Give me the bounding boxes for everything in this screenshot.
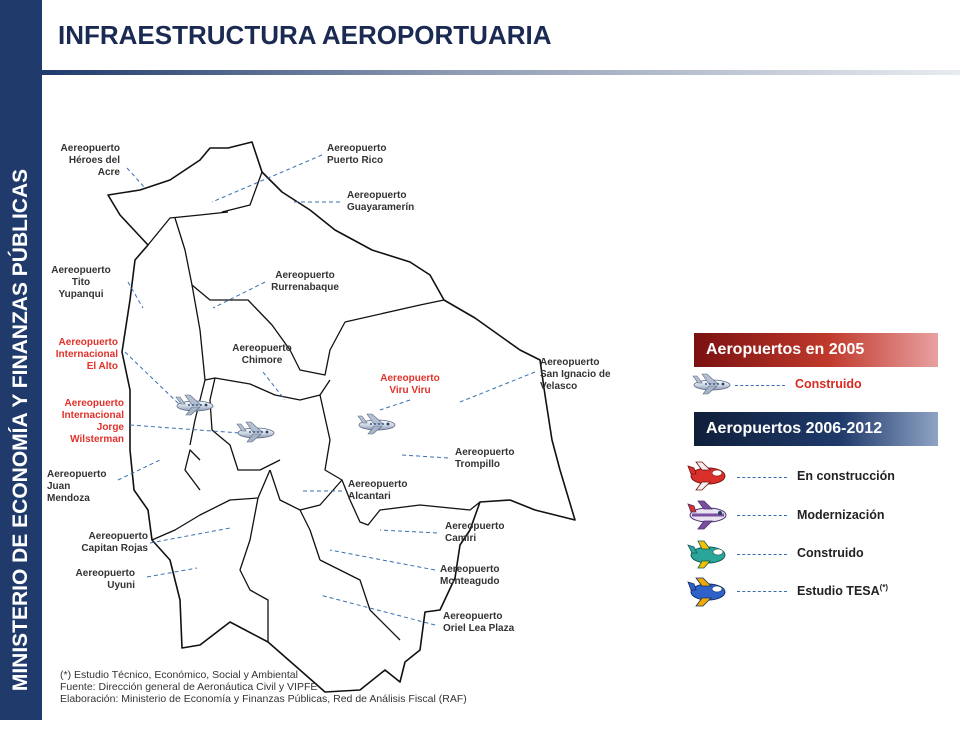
airplane-silver-icon	[690, 372, 734, 398]
airport-label-viru-viru: Aereopuerto Viru Viru	[380, 373, 440, 396]
legend-leader-line	[735, 385, 785, 386]
airport-label-alcantari: Aereopuerto Alcantari	[348, 479, 408, 502]
airport-label-puerto-rico: Aereopuerto Puerto Rico	[327, 143, 387, 166]
airport-label-monteagudo: Aereopuerto Monteagudo	[440, 564, 500, 587]
airport-label-camiri: Aereopuerto Camiri	[445, 521, 505, 544]
airplane-purple-icon	[686, 499, 730, 531]
airplane-silver-icon	[358, 414, 395, 434]
airport-label-tito-yupanqui: Aereopuerto Tito Yupanqui	[51, 265, 111, 300]
legend-label-construido-2006: Construido	[797, 546, 864, 560]
airport-label-trompillo: Aereopuerto Trompillo	[455, 447, 515, 470]
airplane-blue-icon	[686, 576, 730, 608]
airport-label-san-ignacio: Aereopuerto San Ignacio de Velasco	[540, 357, 611, 392]
footnote-line-2: Fuente: Dirección general de Aeronáutica Civil y VIPFE	[60, 681, 318, 693]
airport-label-chimore: Aereopuerto Chimore	[232, 343, 292, 366]
airport-label-juan-mendoza: Aereopuerto Juan Mendoza	[47, 469, 107, 504]
legend-footnote-marker: (*)	[879, 583, 889, 592]
legend-title-2006-2012: Aeropuertos 2006-2012	[694, 412, 938, 446]
legend-leader-line	[737, 515, 787, 516]
airport-label-guayaramerin: Aereopuerto Guayaramerín	[347, 190, 415, 213]
footnote-line-3: Elaboración: Ministerio de Economía y Finanzas Públicas, Red de Análisis Fiscal (RAF)	[60, 693, 467, 705]
airport-label-heroes-del-acre: Aereopuerto Héroes del Acre	[60, 143, 120, 178]
footnote-line-1: (*) Estudio Técnico, Económico, Social y Ambiental	[60, 669, 298, 681]
airport-label-rurrenabaque: Aereopuerto Rurrenabaque	[271, 270, 339, 293]
sidebar-ministry-text: MINISTERIO DE ECONOMÍA Y FINANZAS PÚBLICAS	[9, 168, 32, 692]
page-title: INFRAESTRUCTURA AEROPORTUARIA	[58, 20, 552, 50]
legend-label-estudio-tesa	[797, 583, 888, 598]
footnote	[60, 669, 467, 705]
airplane-red-icon	[686, 460, 730, 492]
legend-label-estudio-tesa-text: Estudio TESA	[797, 584, 880, 599]
airport-label-el-alto: Aereopuerto Internacional El Alto	[55, 337, 118, 372]
airplane-silver-icon	[237, 422, 274, 442]
airplane-teal-icon	[686, 538, 730, 570]
legend-leader-line	[737, 591, 787, 592]
legend-leader-line	[737, 477, 787, 478]
legend-title-2005: Aeropuertos en 2005	[694, 333, 938, 367]
airport-label-jorge-wilsterman: Aereopuerto Internacional Jorge Wilsterman	[61, 398, 124, 445]
legend-leader-line	[737, 554, 787, 555]
country-border	[108, 142, 575, 692]
legend-label-en-construccion: En construcción	[797, 469, 895, 483]
airport-label-capitan-rojas: Aereopuerto Capitan Rojas	[81, 531, 148, 554]
airport-label-oriel-lea-plaza: Aereopuerto Oriel Lea Plaza	[443, 611, 515, 634]
leader-lines	[118, 155, 535, 625]
map-outline	[108, 142, 575, 692]
legend-label-construido-2005: Construido	[795, 377, 862, 391]
airplane-silver-icon	[176, 395, 213, 415]
legend-label-modernizacion: Modernización	[797, 508, 885, 522]
airport-label-uyuni: Aereopuerto Uyuni	[75, 568, 135, 591]
